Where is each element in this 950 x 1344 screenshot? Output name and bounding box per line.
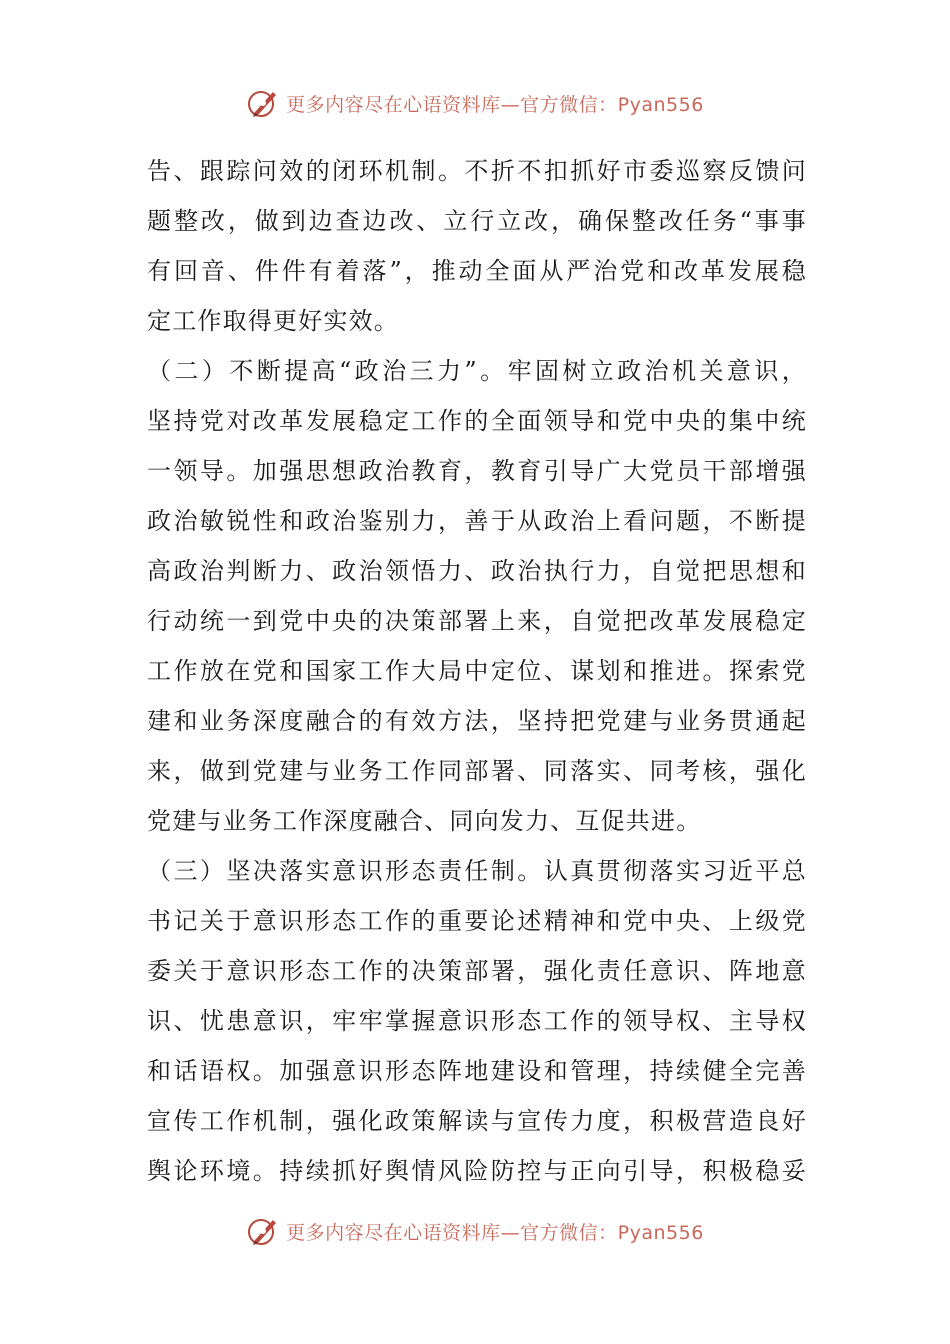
text-line: 行动统一到党中央的决策部署上来，自觉把改革发展稳定 bbox=[147, 607, 807, 635]
text-line: 舆论环境。持续抓好舆情风险防控与正向引导，积极稳妥 bbox=[147, 1157, 807, 1185]
footer-watermark bbox=[0, 1211, 950, 1251]
text-line: 坚持党对改革发展稳定工作的全面领导和党中央的集中统 bbox=[147, 407, 807, 435]
text-line: 题整改，做到边查边改、立行立改，确保整改任务“事事 bbox=[147, 207, 807, 235]
text-line: 工作放在党和国家工作大局中定位、谋划和推进。探索党 bbox=[147, 657, 807, 685]
pen-circle-logo-icon bbox=[246, 86, 280, 120]
text-line: 一领导。加强思想政治教育，教育引导广大党员干部增强 bbox=[147, 457, 807, 485]
text-line: 委关于意识形态工作的决策部署，强化责任意识、阵地意 bbox=[147, 957, 807, 985]
text-line: 有回音、件件有着落”，推动全面从严治党和改革发展稳 bbox=[147, 257, 807, 285]
watermark-text: 更多内容尽在心语资料库—官方微信：Pyan556 bbox=[286, 93, 704, 116]
text-line: 高政治判断力、政治领悟力、政治执行力，自觉把思想和 bbox=[147, 557, 807, 585]
text-line: 党建与业务工作深度融合、同向发力、互促共进。 bbox=[147, 807, 702, 835]
pen-circle-logo-icon bbox=[246, 1214, 280, 1248]
watermark-text: 更多内容尽在心语资料库—官方微信：Pyan556 bbox=[286, 1221, 704, 1244]
text-line: 政治敏锐性和政治鉴别力，善于从政治上看问题，不断提 bbox=[147, 507, 807, 535]
text-line: 书记关于意识形态工作的重要论述精神和党中央、上级党 bbox=[147, 907, 807, 935]
text-line: 宣传工作机制，强化政策解读与宣传力度，积极营造良好 bbox=[147, 1107, 807, 1135]
text-line: （二）不断提高“政治三力”。牢固树立政治机关意识， bbox=[147, 357, 807, 385]
text-line: 定工作取得更好实效。 bbox=[147, 307, 399, 335]
text-line: 告、跟踪问效的闭环机制。不折不扣抓好市委巡察反馈问 bbox=[147, 157, 807, 185]
document-body bbox=[147, 146, 807, 1196]
text-line: 来，做到党建与业务工作同部署、同落实、同考核，强化 bbox=[147, 757, 807, 785]
header-watermark bbox=[0, 83, 950, 123]
text-line: 识、忧患意识，牢牢掌握意识形态工作的领导权、主导权 bbox=[147, 1007, 807, 1035]
text-line: （三）坚决落实意识形态责任制。认真贯彻落实习近平总 bbox=[147, 857, 807, 885]
text-line: 和话语权。加强意识形态阵地建设和管理，持续健全完善 bbox=[147, 1057, 807, 1085]
text-line: 建和业务深度融合的有效方法，坚持把党建与业务贯通起 bbox=[147, 707, 807, 735]
